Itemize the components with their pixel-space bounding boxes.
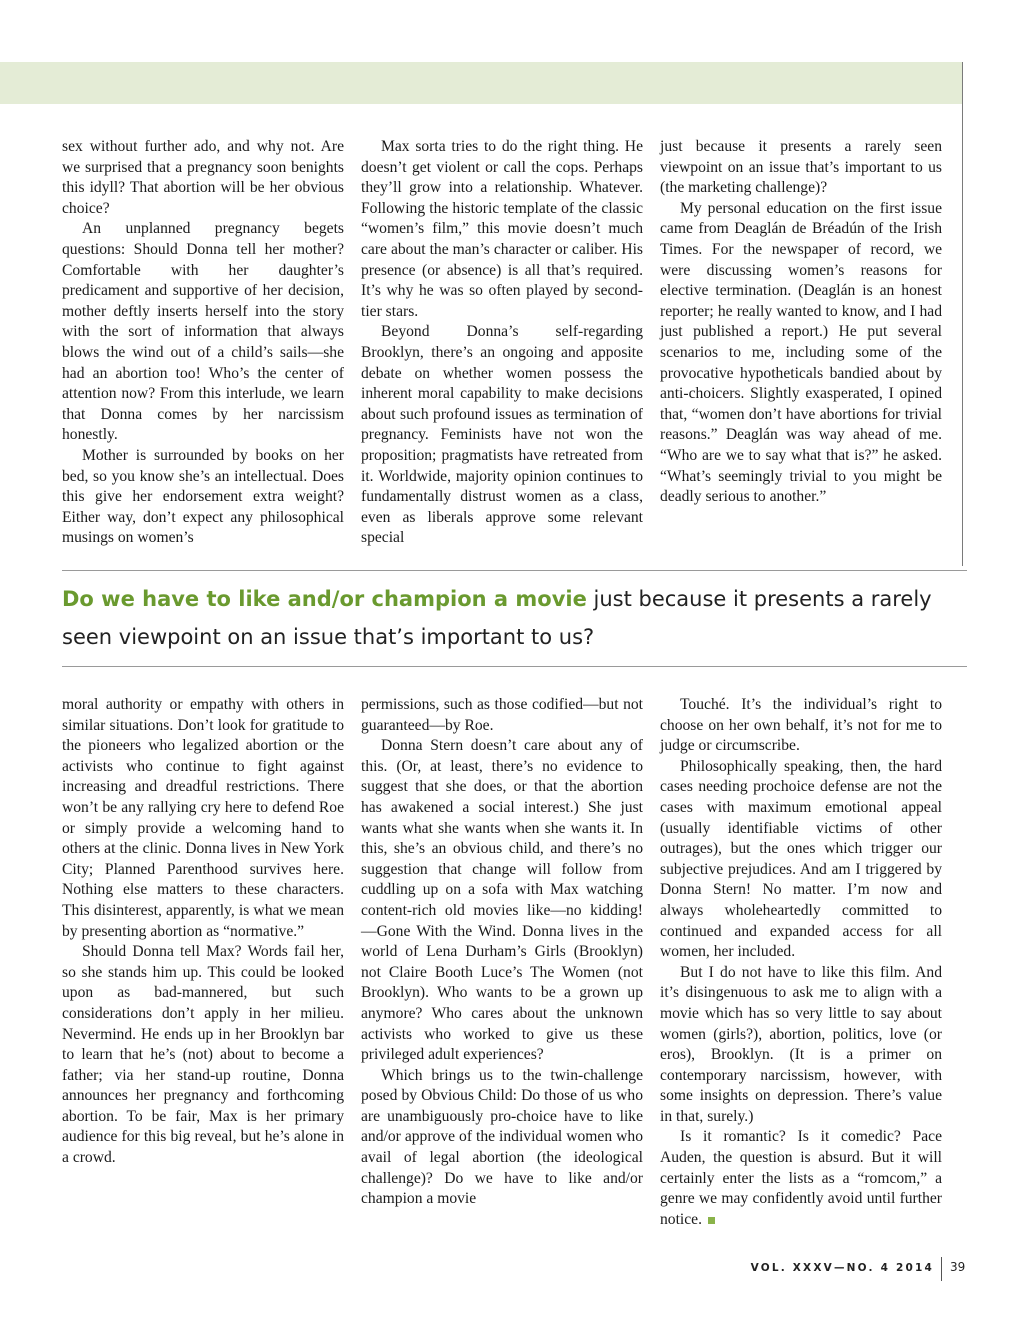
paragraph: My personal education on the first issue came from Deaglán de Bréadún of the Irish Times. For the newspaper of record, we were discussing women’s reasons for elective termination. (Deaglán is an honest reporter; he really wanted to know, and I had just published a report.) He put several scenarios to me, including some of the provocative hypotheticals bandied about by anti-choicers. Slightly exasperated, I opined that, “women don’t have abortions for trivial reasons.” Deaglán was way ahead of me. “Who are we to say what that is?” he asked. “What’s seemingly trivial to you might be deadly serious to another.” bbox=[660, 199, 942, 506]
paragraph: Touché. It’s the individual’s right to choose on her own behalf, it’s not for me to judge or circumscribe. bbox=[660, 696, 942, 755]
paragraph: Which brings us to the twin-challenge posed by Obvious Child: Do those of us who are unambiguously pro-choice have to like and/or approve of the individual women who avail of legal abortion (the ideological challenge)? Do we have to like and/or champion a movie bbox=[361, 1066, 643, 1208]
paragraph: Donna Stern doesn’t care about any of this. (Or, at least, there’s no evidence to suggest that she does, or that the abortion has awakened a social interest.) She just wants what she wants when she wants it. In this, she’s an obvious child, and there’s no suggestion that change will follow from cuddling up on a sofa with Max watching content-rich old movies like—no kidding! —Gone With the Wind. Donna lives in the world of Lena Durham’s Girls (Brooklyn) not Claire Booth Luce’s The Women (not Brooklyn). Who wants to be a grown up anymore? Who cares about the unknown activists who worked to give us these privileged adult experiences? bbox=[361, 737, 643, 1064]
footer-separator bbox=[941, 1257, 942, 1281]
column-5 bbox=[361, 695, 643, 1230]
issue-label: VOL. XXXV—NO. 4 2014 bbox=[750, 1262, 934, 1274]
page-number: 39 bbox=[950, 1260, 966, 1274]
column-3 bbox=[660, 137, 942, 549]
column-1 bbox=[62, 137, 344, 549]
pull-quote-text: just because it presents a rarely seen viewpoint on an issue that’s important to us? bbox=[62, 587, 932, 649]
paragraph: just because it presents a rarely seen viewpoint on an issue that’s important to us (the marketing challenge)? bbox=[660, 138, 942, 197]
paragraph: An unplanned pregnancy begets questions: Should Donna tell her mother? Comfortable with her daughter’s predicament and supportive of her decision, mother deftly inserts herself into the story with the sort of information that always blows the wind out of a child’s sails—she had an abortion too! Who’s the center of attention now? From this interlude, we learn that Donna comes by her narcissism honestly. bbox=[62, 220, 344, 444]
paragraph: sex without further ado, and why not. Are we surprised that a pregnancy soon benights this idyll? That abortion will be her obvious choice? bbox=[62, 138, 344, 217]
top-columns bbox=[62, 137, 942, 549]
paragraph: But I do not have to like this film. And it’s disingenuous to ask me to align with a movie which has so very little to say about women (girls?), abortion, politics, love (or eros), Brooklyn. (It is a primer on contemporary narcissism, however, with some insights on depression. There’s value in that, surely.) bbox=[660, 963, 942, 1125]
vertical-rule bbox=[962, 62, 963, 566]
paragraph: Philosophically speaking, then, the hard cases needing prochoice defense are not the cases with maximum emotional appeal (usually identifiable victims of other outrages), but the ones which trigger our subjective prejudices. And am I triggered by Donna Stern! No matter. I’m now and always wholeheartedly committed to continued and expanded access for all women, her included. bbox=[660, 757, 942, 961]
end-of-article-mark bbox=[708, 1217, 715, 1224]
column-6 bbox=[660, 695, 942, 1230]
bottom-columns bbox=[62, 695, 942, 1230]
paragraph: Mother is surrounded by books on her bed, so you know she’s an intellectual. Does this give her endorsement extra weight? Either way, don’t expect any philosophical musings on women’s bbox=[62, 446, 344, 547]
pull-quote-bottom-rule bbox=[62, 666, 967, 667]
paragraph: moral authority or empathy with others in similar situations. Don’t look for gratitude to the pioneers who legalized abortion or the activists who continue to fight against increasing and dreadful restrictions. There won’t be any rallying cry here to defend Roe or simply provide a welcoming hand to others at the clinic. Donna lives in New York City; Planned Parenthood survives here. Nothing else matters to these characters. This disinterest, apparently, is what we mean by presenting abortion as “normative.” bbox=[62, 696, 344, 940]
paragraph-final bbox=[660, 1127, 942, 1230]
pull-quote-highlight: Do we have to like and/or champion a movie bbox=[62, 587, 587, 611]
column-2 bbox=[361, 137, 643, 549]
pull-quote bbox=[62, 580, 952, 656]
paragraph: Beyond Donna’s self-regarding Brooklyn, there’s an ongoing and apposite debate on whether women possess the inherent moral capability to make decisions about such profound issues as termination of pregnancy. Feminists have not won the proposition; pragmatists have retreated from it. Worldwide, majority opinion continues to fundamentally distrust women as a class, even as liberals approve some relevant special bbox=[361, 323, 643, 547]
page-footer bbox=[0, 1257, 1024, 1287]
paragraph-final-text: Is it romantic? Is it comedic? Pace Auden, the question is absurd. But it will certainly enter the lists as a “romcom,” a genre we may confidently avoid until further notice. bbox=[660, 1128, 942, 1228]
pull-quote-top-rule bbox=[62, 570, 967, 571]
paragraph: Max sorta tries to do the right thing. He doesn’t get violent or call the cops. Perhaps they’ll grow into a relationship. Whatever. Following the historic template of the classic “women’s film,” this movie doesn’t much care about the man’s character or caliber. His presence (or absence) is all that’s required. It’s why he was so often played by second-tier stars. bbox=[361, 138, 643, 320]
column-4 bbox=[62, 695, 344, 1230]
paragraph: Should Donna tell Max? Words fail her, so she stands him up. This could be looked upon as bad-mannered, but such considerations don’t apply in her milieu. Nevermind. He ends up in her Brooklyn bar to learn that he’s (not) about to become a father; via her stand-up routine, Donna announces her pregnancy and forthcoming abortion. To be fair, Max is her primary audience for this big reveal, but he’s alone in a crowd. bbox=[62, 943, 344, 1167]
paragraph: permissions, such as those codified—but not guaranteed—by Roe. bbox=[361, 696, 643, 734]
header-band bbox=[0, 62, 962, 104]
